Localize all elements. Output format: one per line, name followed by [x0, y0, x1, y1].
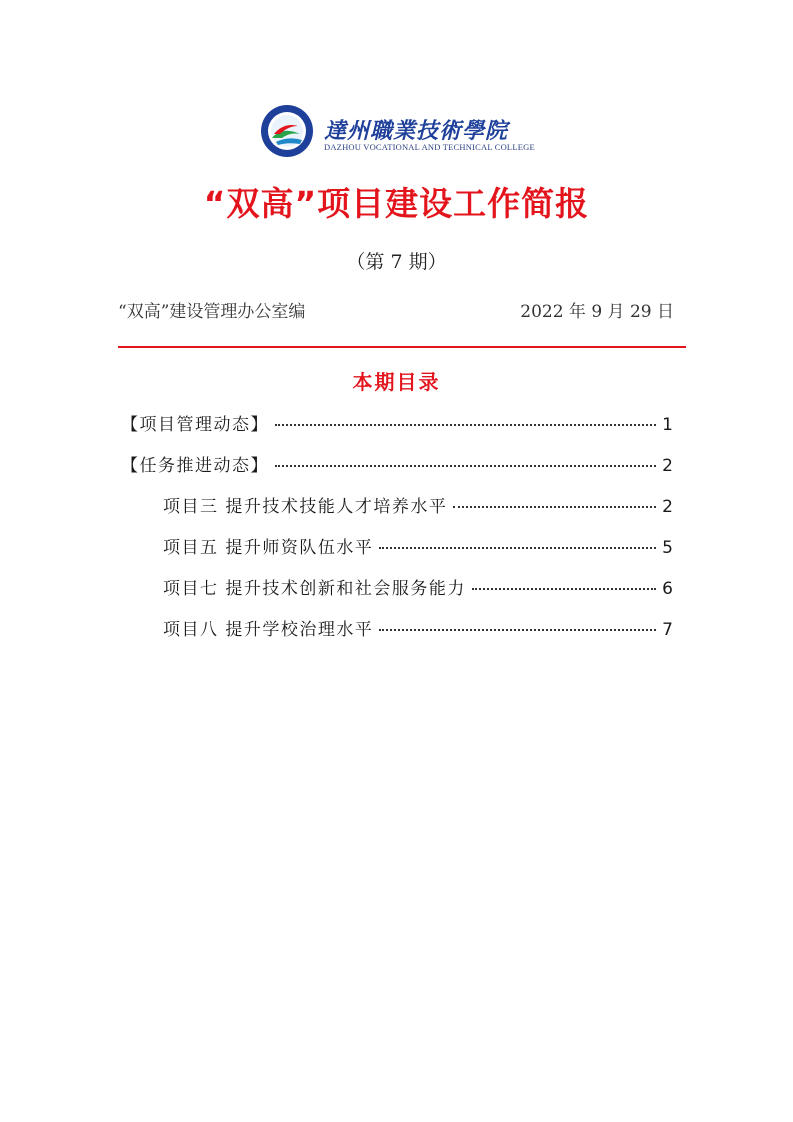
toc-dot-leader	[275, 424, 656, 426]
toc-entry-page: 1	[662, 415, 673, 435]
toc-entry-label: 项目七 提升技术创新和社会服务能力	[163, 579, 466, 599]
college-logo	[260, 104, 540, 158]
toc-entry-project-8[interactable]	[163, 615, 673, 641]
toc-entry-task-progress[interactable]	[121, 451, 673, 477]
toc-entry-label: 项目三 提升技术技能人才培养水平	[163, 497, 448, 517]
toc-entry-page: 2	[662, 456, 673, 476]
toc-entry-label: 【项目管理动态】	[121, 415, 269, 435]
publish-date: 2022 年 9 月 29 日	[520, 302, 674, 322]
toc-title: 本期目录	[352, 370, 441, 394]
toc-entry-label: 项目五 提升师资队伍水平	[163, 538, 374, 558]
toc-entry-project-5[interactable]	[163, 533, 673, 559]
toc-dot-leader	[472, 588, 656, 590]
logo-english-name: DAZHOU VOCATIONAL AND TECHNICAL COLLEGE	[324, 142, 535, 152]
toc-entry-project-7[interactable]	[163, 574, 673, 600]
bulletin-title: “双高”项目建设工作简报	[203, 184, 590, 223]
college-emblem-icon	[260, 104, 314, 158]
issue-number: （第 7 期）	[346, 251, 447, 273]
header-divider	[118, 346, 686, 348]
toc-entry-project-3[interactable]	[163, 492, 673, 518]
toc-entry-page: 7	[662, 620, 673, 640]
toc-dot-leader	[379, 629, 656, 631]
toc-entry-page: 5	[662, 538, 673, 558]
toc-entry-page: 2	[662, 497, 673, 517]
toc-dot-leader	[453, 506, 656, 508]
toc-dot-leader	[275, 465, 656, 467]
toc-entry-project-management[interactable]	[121, 410, 673, 436]
toc-entry-page: 6	[662, 579, 673, 599]
logo-college-name: 達州職業技術學院	[324, 118, 509, 144]
toc-entry-label: 项目八 提升学校治理水平	[163, 620, 374, 640]
editor-office: “双高”建设管理办公室编	[118, 302, 306, 322]
toc-dot-leader	[379, 547, 656, 549]
toc-entry-label: 【任务推进动态】	[121, 456, 269, 476]
meta-row	[118, 297, 674, 323]
